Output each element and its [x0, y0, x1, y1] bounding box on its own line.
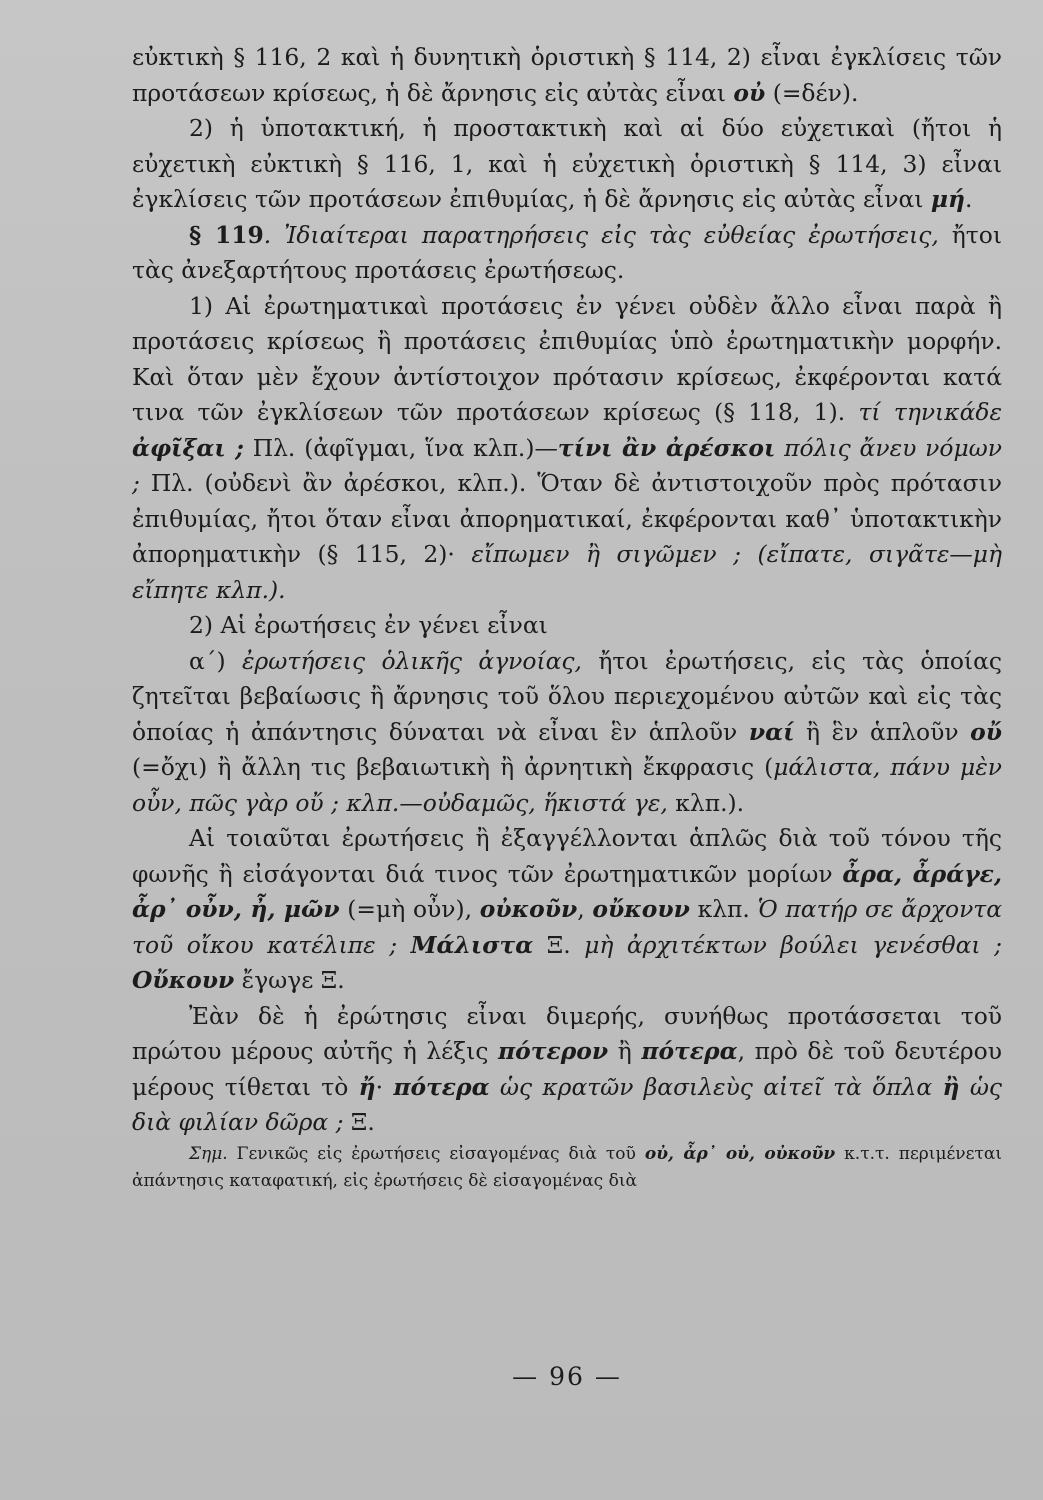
text-span: ἔγωγε Ξ.	[234, 966, 345, 994]
paragraph-7	[132, 821, 1002, 999]
bold-term: πότερα	[393, 1072, 490, 1101]
section-title: . Ἰδιαίτεραι παρατηρήσεις εἰς τὰς εὐθείας ἐρωτήσεις,	[263, 220, 939, 249]
text-span: , πρὸ δὲ τοῦ δευτέρου μέρους τίθεται τὸ	[132, 1037, 1002, 1101]
text-span: ,	[577, 895, 593, 923]
text-span: κλπ.).	[667, 788, 745, 817]
main-text	[132, 40, 1002, 1195]
text-span: 1) Αἱ ἐρωτηματικαὶ προτάσεις ἐν γένει οὐδὲν ἄλλο εἶναι παρὰ ἢ προτάσεις κρίσεως ἢ προτάσεις ἐπιθυμίας ὑπὸ ἐρωτηματικὴν μορφήν. Καὶ ὅταν μὲν ἔχουν ἀντίστοιχον πρότασιν κρίσεως, ἐκφέρονται κατά τινα τῶν ἐγκλίσεων τῶν προτάσεων κρίσεως (§ 118, 1).	[132, 291, 1002, 426]
italic-example: μάλιστα, πάνυ μὲν οὖν, πῶς γὰρ οὔ ; κλπ.—οὐδαμῶς, ἥκιστά γε,	[132, 753, 1002, 817]
bold-term: ναί	[748, 717, 795, 746]
bold-term: οὐ	[733, 78, 766, 107]
text-span: (=μὴ οὖν),	[339, 895, 480, 923]
section-number: § 119	[189, 220, 264, 249]
text-span: Γενικῶς εἰς ἐρωτήσεις εἰσαγομένας διὰ τοῦ	[227, 1143, 645, 1164]
text-span: .	[965, 185, 973, 213]
text-span: 2) ἡ ὑποτακτική, ἡ προστακτικὴ καὶ αἱ δύο εὐχετικαὶ (ἤτοι ἡ εὐχετικὴ εὐκτικὴ § 116, 1, καὶ ἡ εὐχετικὴ ὁριστικὴ § 114, 3) εἶναι ἐγκλίσεις τῶν προτάσεων ἐπιθυμίας, ἡ δὲ ἄρνησις εἰς αὐτὰς εἶναι	[132, 114, 1002, 213]
paragraph-8	[132, 999, 1002, 1141]
text-span: ἢ	[608, 1037, 642, 1065]
italic-example: τί τηνικάδε	[858, 398, 1002, 426]
italic-example: εἴπωμεν ἢ σιγῶμεν ; (εἴπατε, σιγᾶτε—μὴ εἴπητε κλπ.).	[132, 540, 1002, 604]
italic-example: πόλις ἄνευ νόμων ;	[132, 433, 1002, 497]
bold-term: οὔκουν	[592, 895, 690, 923]
paragraph-2	[132, 111, 1002, 218]
paragraph-3-section-heading	[132, 218, 1002, 289]
italic-term: ἐρωτήσεις ὁλικῆς ἀγνοίας,	[242, 646, 582, 675]
text-span: (=δέν).	[765, 78, 859, 107]
footnote-label: Σημ.	[189, 1143, 228, 1164]
bold-term: μή	[930, 185, 966, 213]
text-span: Ξ.	[343, 1108, 375, 1136]
text-span: Πλ. (οὐδενὶ ἂν ἀρέσκοι, κλπ.). Ὅταν δὲ ἀντιστοιχοῦν πρὸς πρότασιν ἐπιθυμίας, ἤτοι ὅταν εἶναι ἀπορηματικαί, ἐκφέρονται καθ᾽ ὑποτακτικὴν ἀπορηματικὴν (§ 115, 2)·	[132, 469, 1002, 568]
bold-term: ἢ	[942, 1072, 960, 1101]
text-span: κλπ.	[689, 895, 758, 923]
bold-term: οὐ, ἆρ᾽ οὐ, οὐκοῦν	[644, 1143, 836, 1164]
text-span: κ.τ.τ. περιμένεται ἀπάντησις καταφατική, εἰς ἐρωτήσεις δὲ εἰσαγομένας διὰ	[132, 1143, 1002, 1191]
bold-term: ἆρα, ἆράγε, ἆρ᾽ οὖν, ἦ, μῶν	[132, 859, 1002, 923]
footnote	[132, 1141, 1002, 1195]
bold-term: τίνι ἂν ἀρέσκοι	[557, 433, 776, 462]
bold-term: ἀφῖξαι ;	[132, 433, 244, 462]
bold-term: Μάλιστα	[410, 930, 534, 959]
text-span: Πλ. (ἀφῖγμαι, ἵνα κλπ.)—	[243, 433, 558, 462]
paragraph-1	[132, 40, 1002, 111]
text-span: 2) Αἱ ἐρωτήσεις ἐν γένει εἶναι	[189, 611, 548, 639]
text-span: Αἱ τοιαῦται ἐρωτήσεις ἢ ἐξαγγέλλονται ἁπλῶς διὰ τοῦ τόνου τῆς φωνῆς ἢ εἰσάγονται διά τινος τῶν ἐρωτηματικῶν μορίων	[132, 824, 1002, 888]
text-span: ἤτοι ἐρωτήσεις, εἰς τὰς ὁποίας ζητεῖται βεβαίωσις ἢ ἄρνησις τοῦ ὅλου περιεχομένου αὐτῶν καὶ εἰς τὰς ὁποίας ἡ ἀπάντησις δύναται νὰ εἶναι ἓν ἁπλοῦν	[132, 646, 1002, 746]
paragraph-6	[132, 644, 1002, 822]
italic-example: ὡς κρατῶν βασιλεὺς αἰτεῖ τὰ ὅπλα	[489, 1072, 943, 1101]
bold-term: οὔ	[970, 717, 1002, 746]
paragraph-4	[132, 289, 1002, 609]
text-span: (=ὄχι) ἢ ἄλλη τις βεβαιωτικὴ ἢ ἀρνητικὴ ἔκφρασις (	[132, 753, 774, 781]
bold-term: πότερον	[498, 1037, 609, 1065]
text-span: εὐκτικὴ § 116, 2 καὶ ἡ δυνητικὴ ὁριστικὴ § 114, 2) εἶναι ἐγκλίσεις τῶν προτάσεων κρίσεως, ἡ δὲ ἄρνησις εἰς αὐτὰς εἶναι	[132, 43, 1002, 107]
bold-term: οὐκοῦν	[479, 895, 578, 923]
text-span: Ξ.	[533, 930, 585, 959]
text-span: Ἐὰν δὲ ἡ ἐρώτησις εἶναι διμερής, συνήθως προτάσσεται τοῦ πρώτου μέρους αὐτῆς ἡ λέξις	[132, 1001, 1002, 1065]
italic-example: μὴ ἀρχιτέκτων βούλει γενέσθαι ;	[584, 930, 1003, 959]
text-span: ·	[375, 1072, 394, 1101]
paragraph-5	[132, 608, 1002, 644]
bold-term: ἤ	[358, 1072, 376, 1101]
bold-term: Οὔκουν	[132, 966, 235, 994]
italic-example: ὡς διὰ φιλίαν δῶρα ;	[132, 1072, 1002, 1136]
text-span: ἢ ἓν ἁπλοῦν	[794, 717, 971, 746]
text-span: ἤτοι τὰς ἀνεξαρτήτους προτάσεις ἐρωτήσεως.	[132, 220, 1002, 284]
text-span: α΄)	[189, 646, 242, 675]
italic-example: Ὁ πατήρ σε ἄρχοντα τοῦ οἴκου κατέλιπε ;	[132, 895, 1003, 959]
bold-term: πότερα	[641, 1037, 738, 1065]
page-number: — 96 —	[512, 1362, 622, 1391]
